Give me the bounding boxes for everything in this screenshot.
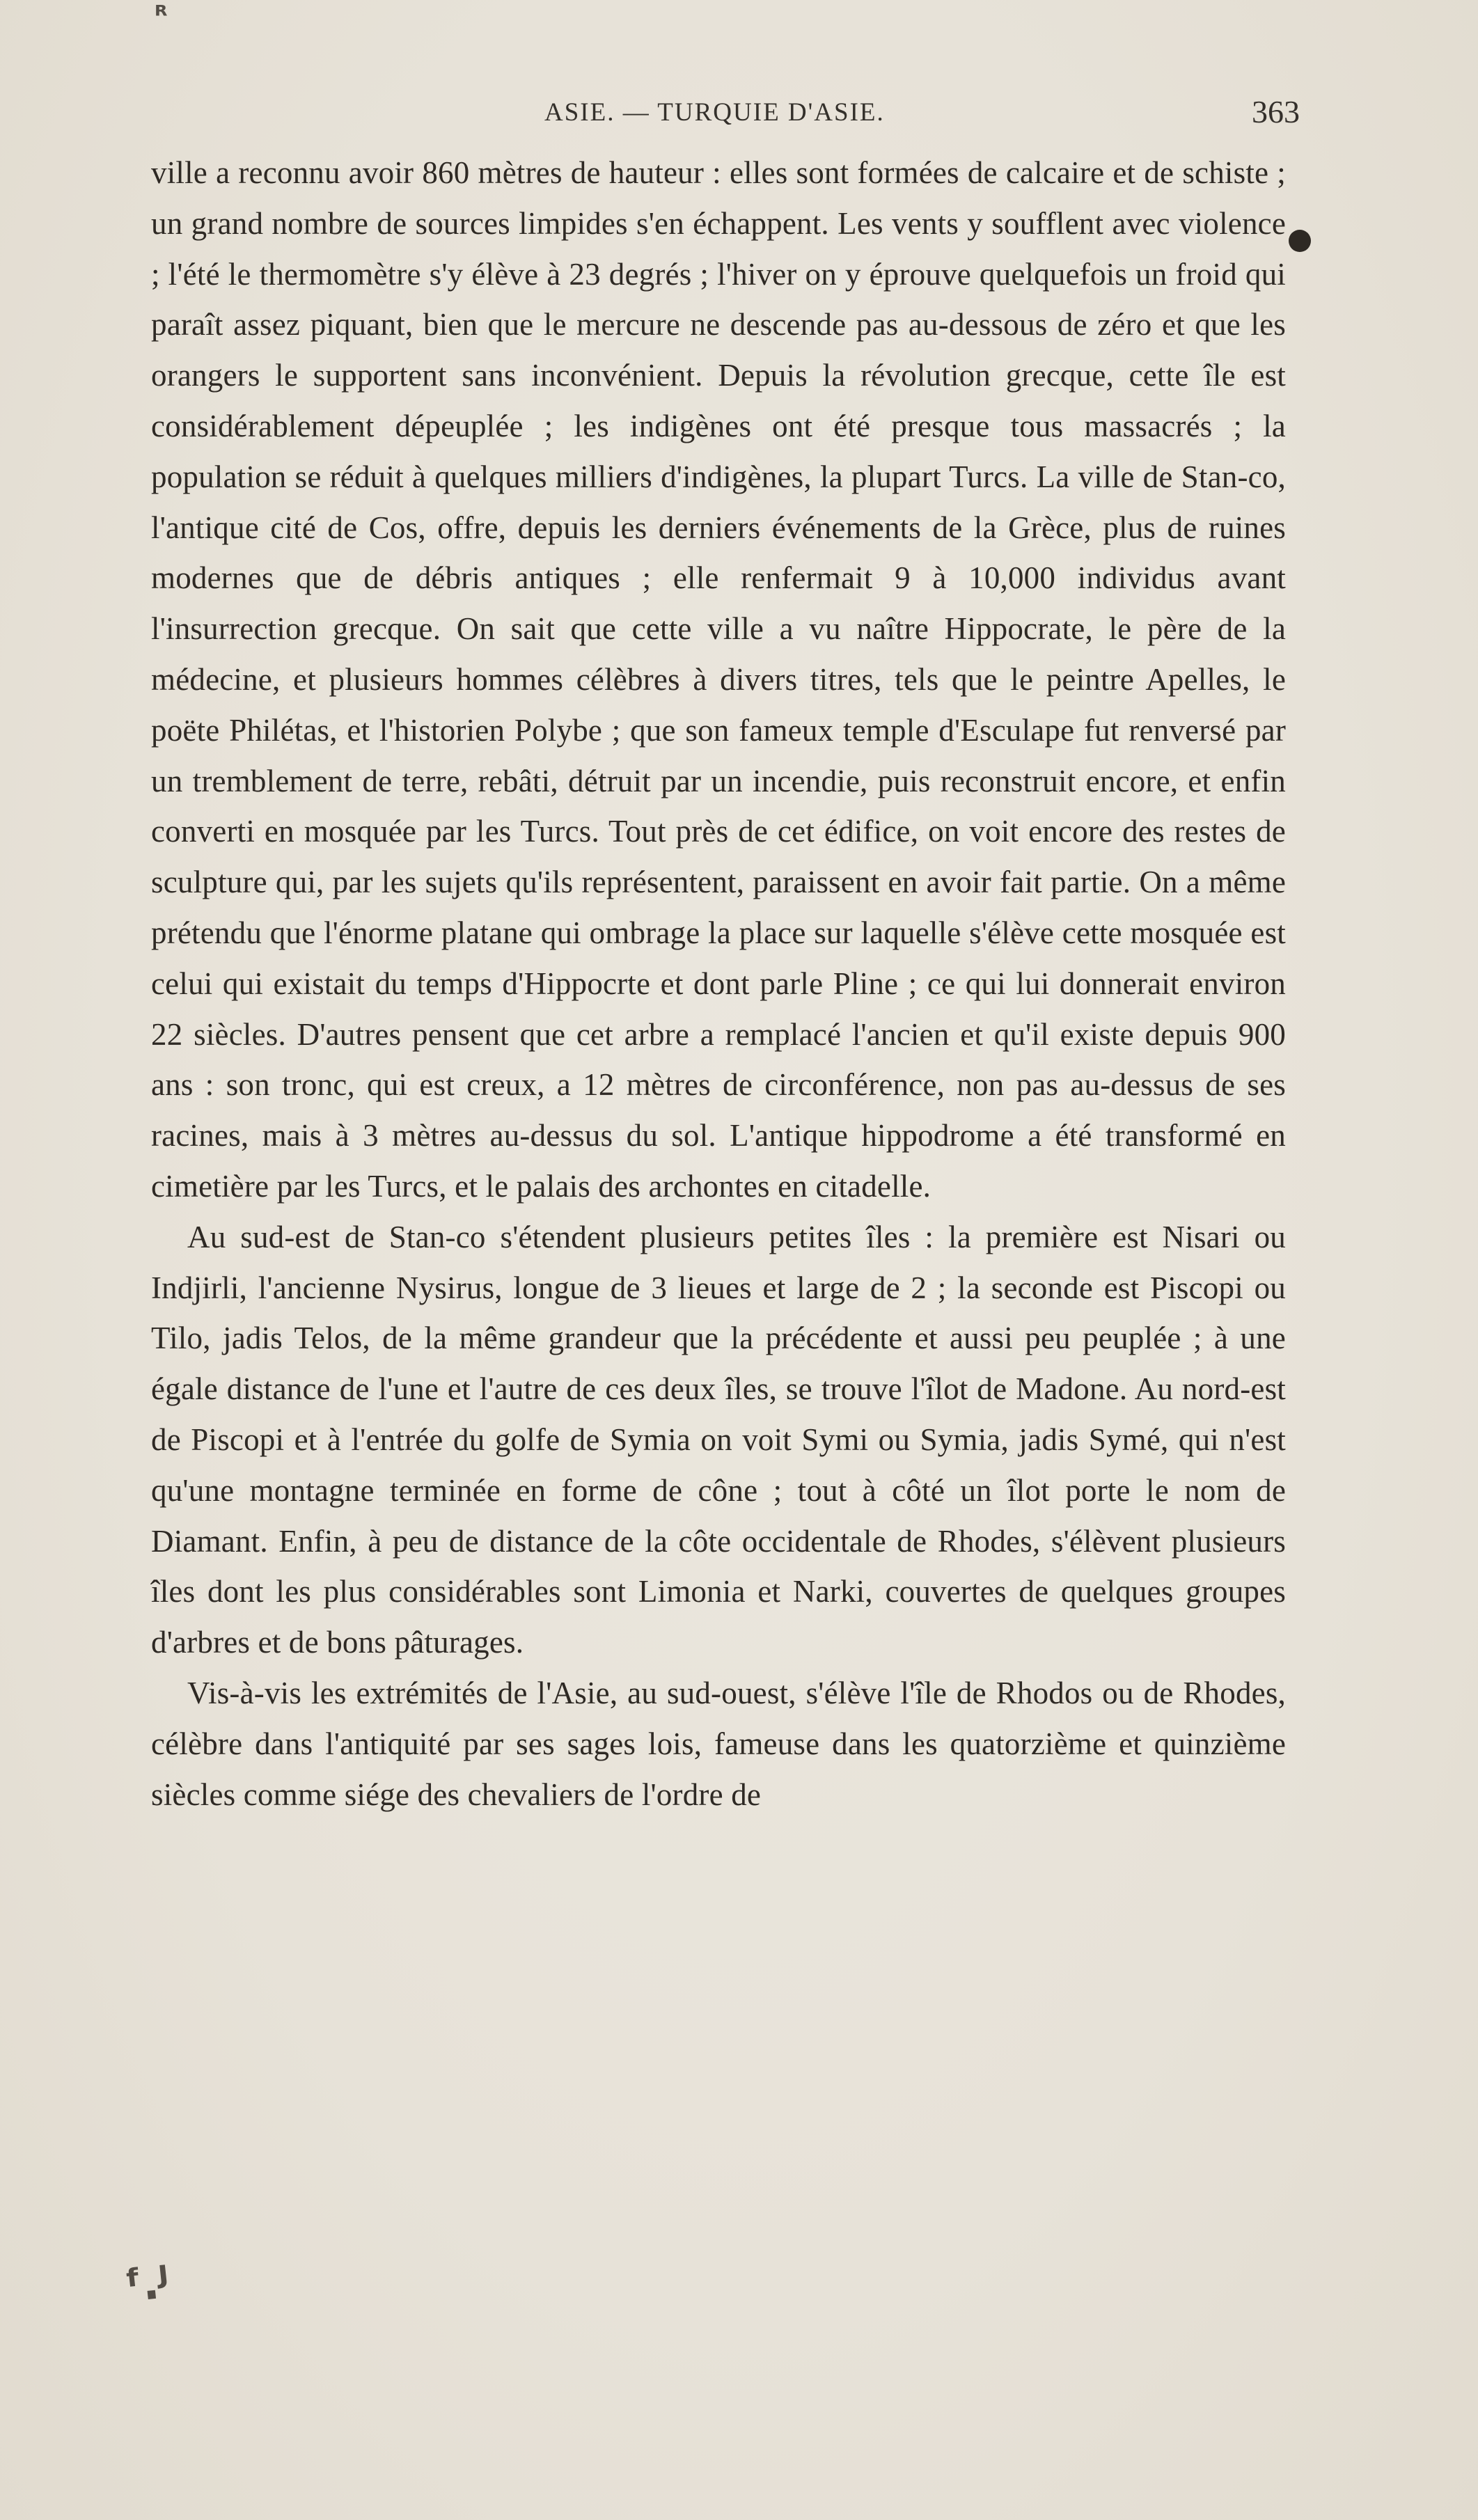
page-header (151, 94, 1300, 139)
ink-blot (1289, 230, 1311, 252)
page-number: 363 (1252, 94, 1300, 129)
paragraph-2: Au sud-est de Stan-co s'étendent plusieurs petites îles : la première est Nisari ou Indjirli, l'ancienne Nysirus, longue de 3 lieues et large de 2 ; la seconde est Piscopi ou Tilo, jadis Telos, de la même grandeur que la précédente et aussi peu peuplée ; à une égale distance de l'une et l'autre de ces deux îles, se trouve l'îlot de Madone. Au nord-est de Piscopi et à l'entrée du golfe de Symia on voit Symi ou Symia, jadis Symé, qui n'est qu'une montagne terminée en forme de cône ; tout à côté un îlot porte le nom de Diamant. Enfin, à peu de distance de la côte occidentale de Rhodes, s'élèvent plusieurs îles dont les plus considérables sont Limonia et Narki, couvertes de quelques groupes d'arbres et de bons pâturages. (151, 1219, 1286, 1660)
running-head: ASIE. — TURQUIE D'ASIE. (544, 98, 885, 127)
ink-mark-top: ᴿ (155, 0, 168, 31)
ink-mark-bottom: ᶠ.ᴶ (123, 2256, 173, 2313)
paragraph-3: Vis-à-vis les extrémités de l'Asie, au sud-ouest, s'élève l'île de Rhodos ou de Rhodes, célèbre dans l'antiquité par ses sages lois, fameuse dans les quatorzième et quinzième siècles comme siége des chevaliers de l'ordre de (151, 1675, 1286, 1812)
paragraph-1: ville a reconnu avoir 860 mètres de hauteur : elles sont formées de calcaire et de schiste ; un grand nombre de sources limpides s'en échappent. Les vents y soufflent avec violence ; l'été le thermomètre s'y élève à 23 degrés ; l'hiver on y éprouve quelquefois un froid qui paraît assez piquant, bien que le mercure ne descende pas au-dessous de zéro et que les orangers le supportent sans inconvénient. Depuis la révolution grecque, cette île est considérablement dépeuplée ; les indigènes ont été presque tous massacrés ; la population se réduit à quelques milliers d'indigènes, la plupart Turcs. La ville de Stan-co, l'antique cité de Cos, offre, depuis les derniers événements de la Grèce, plus de ruines modernes que de débris antiques ; elle renfermait 9 à 10,000 individus avant l'insurrection grecque. On sait que cette ville a vu naître Hippocrate, le père de la médecine, et plusieurs hommes célèbres à divers titres, tels que le peintre Apelles, le poëte Philétas, et l'historien Polybe ; que son fameux temple d'Esculape fut renversé par un tremblement de terre, rebâti, détruit par un incendie, puis reconstruit encore, et enfin converti en mosquée par les Turcs. Tout près de cet édifice, on voit encore des restes de sculpture qui, par les sujets qu'ils représentent, paraissent en avoir fait partie. On a même prétendu que l'énorme platane qui ombrage la place sur laquelle s'élève cette mosquée est celui qui existait du temps d'Hippocrte et dont parle Pline ; ce qui lui donnerait environ 22 siècles. D'autres pensent que cet arbre a remplacé l'ancien et qu'il existe depuis 900 ans : son tronc, qui est creux, a 12 mètres de circonférence, non pas au-dessus de ses racines, mais à 3 mètres au-dessus du sol. L'antique hippodrome a été transformé en cimetière par les Turcs, et le palais des archontes en citadelle. (151, 155, 1286, 1204)
body-text (151, 148, 1286, 1820)
